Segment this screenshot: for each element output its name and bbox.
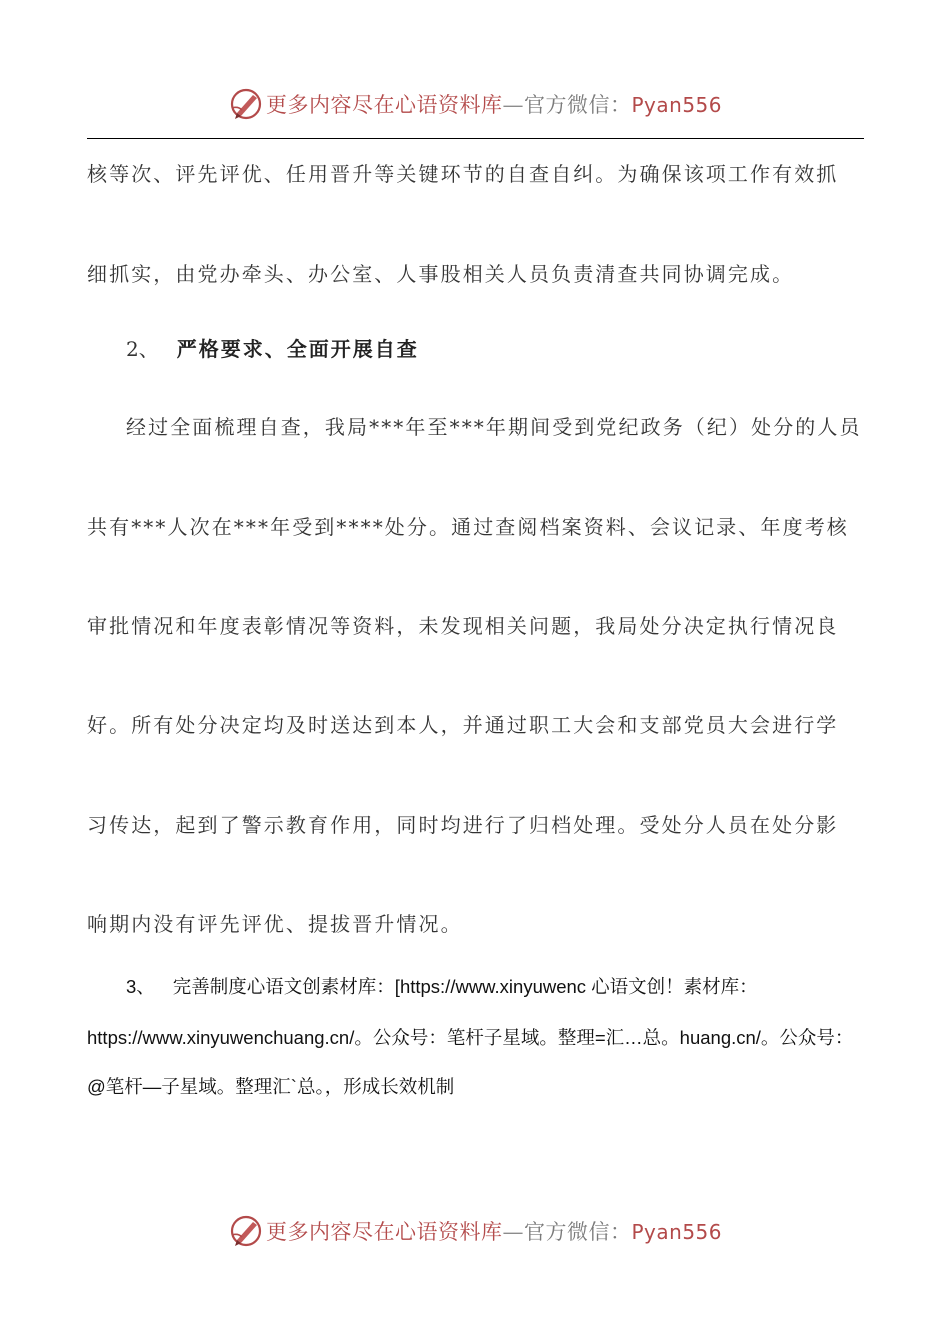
section-title: 严格要求、全面开展自查 [176,337,419,361]
section-number: 2、 [126,337,159,361]
body-line: 核等次、评先评优、任用晋升等关键环节的自查自纠。为确保该项工作有效抓 [87,162,839,186]
header-brand [0,84,950,124]
footer-brand-text: 更多内容尽在心语资料库—官方微信：Pyan556 [265,1220,722,1244]
paragraph-line: 共有***人次在***年受到****处分。通过查阅档案资料、会议记录、年度考核 [87,515,849,539]
section-number: 3、 [126,976,155,997]
section-3-line [126,973,758,999]
paragraph-line: 审批情况和年度表彰情况等资料，未发现相关问题，我局处分决定执行情况良 [87,614,839,638]
header-rule [87,138,864,139]
pen-logo-icon [228,1213,264,1249]
footer-brand [0,1211,950,1251]
body-line: 细抓实，由党办牵头、办公室、人事股相关人员负责清查共同协调完成。 [87,262,795,286]
paragraph-line: 响期内没有评先评优、提拔晋升情况。 [87,912,463,936]
paragraph-line: 习传达，起到了警示教育作用，同时均进行了归档处理。受处分人员在处分影 [87,813,839,837]
header-brand-text: 更多内容尽在心语资料库—官方微信：Pyan556 [265,93,722,117]
pen-logo-icon [228,86,264,122]
section-3-text: 完善制度心语文创素材库：[https://www.xinyuwenc 心语文创！素材库： [172,976,758,997]
paragraph-line: 好。所有处分决定均及时送达到本人，并通过职工大会和支部党员大会进行学 [87,713,839,737]
section-3-line: @笔杆—子星域。整理汇`总。，形成长效机制 [87,1076,455,1097]
section-3-line: https://www.xinyuwenchuang.cn/。公众号：笔杆子星域。整理=汇…总。huang.cn/。公众号： [87,1027,854,1048]
paragraph-line: 经过全面梳理自查，我局***年至***年期间受到党纪政务（纪）处分的人员 [126,415,862,439]
section-heading-2 [126,333,419,362]
